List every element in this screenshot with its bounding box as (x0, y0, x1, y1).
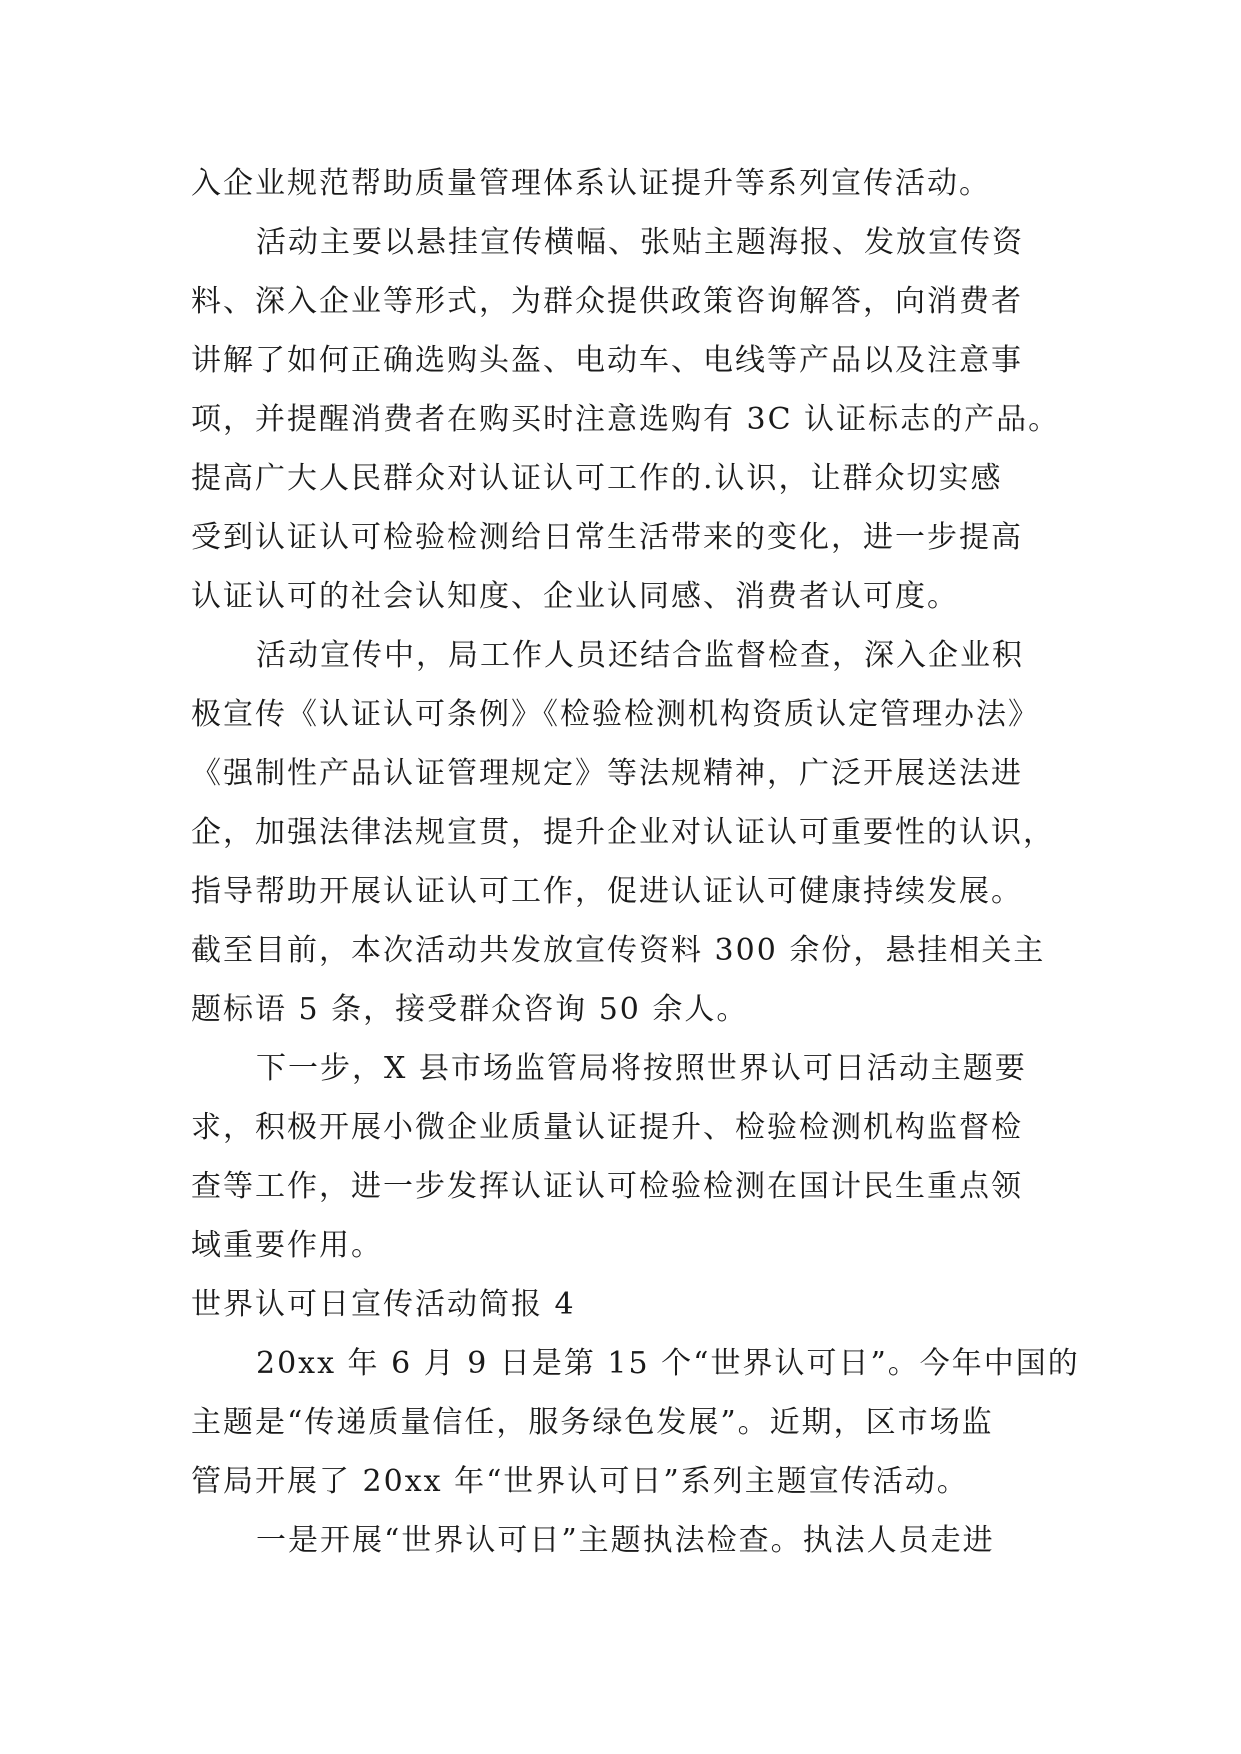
text-line: 截至目前，本次活动共发放宣传资料 300 余份，悬挂相关主 (191, 933, 1046, 968)
document-body (191, 154, 1080, 1570)
text-line: 讲解了如何正确选购头盔、电动车、电线等产品以及注意事 (191, 343, 1023, 378)
text-line: 受到认证认可检验检测给日常生活带来的变化，进一步提高 (191, 520, 1023, 555)
paragraph-first-line: 活动宣传中，局工作人员还结合监督检查，深入企业积 (256, 638, 1024, 673)
text-line: 企，加强法律法规宣贯，提升企业对认证认可重要性的认识， (191, 815, 1055, 850)
text-line: 主题是“传递质量信任，服务绿色发展”。近期，区市场监 (191, 1405, 994, 1440)
text-line: 指导帮助开展认证认可工作，促进认证认可健康持续发展。 (191, 874, 1023, 909)
text-line: 题标语 5 条，接受群众咨询 50 余人。 (191, 992, 749, 1027)
text-line: 认证认可的社会认知度、企业认同感、消费者认可度。 (191, 579, 959, 614)
text-line: 入企业规范帮助质量管理体系认证提升等系列宣传活动。 (191, 166, 991, 201)
text-line: 提高广大人民群众对认证认可工作的.认识，让群众切实感 (191, 461, 1003, 496)
text-line: 项，并提醒消费者在购买时注意选购有 3C 认证标志的产品。 (191, 402, 1061, 437)
text-line: 《强制性产品认证管理规定》等法规精神，广泛开展送法进 (191, 756, 1023, 791)
text-line: 域重要作用。 (191, 1228, 383, 1263)
paragraph-first-line: 一是开展“世界认可日”主题执法检查。执法人员走进 (256, 1523, 995, 1558)
text-line: 料、深入企业等形式，为群众提供政策咨询解答，向消费者 (191, 284, 1023, 319)
paragraph-first-line: 下一步，X 县市场监管局将按照世界认可日活动主题要 (256, 1051, 1027, 1086)
text-line: 管局开展了 20xx 年“世界认可日”系列主题宣传活动。 (191, 1464, 969, 1499)
section-heading: 世界认可日宣传活动简报 4 (191, 1287, 576, 1322)
text-line: 查等工作，进一步发挥认证认可检验检测在国计民生重点领 (191, 1169, 1023, 1204)
text-line: 求，积极开展小微企业质量认证提升、检验检测机构监督检 (191, 1110, 1023, 1145)
text-line: 极宣传《认证认可条例》《检验检测机构资质认定管理办法》 (191, 697, 1040, 732)
paragraph-first-line: 20xx 年 6 月 9 日是第 15 个“世界认可日”。今年中国的 (256, 1346, 1080, 1381)
paragraph-first-line: 活动主要以悬挂宣传横幅、张贴主题海报、发放宣传资 (256, 225, 1024, 260)
